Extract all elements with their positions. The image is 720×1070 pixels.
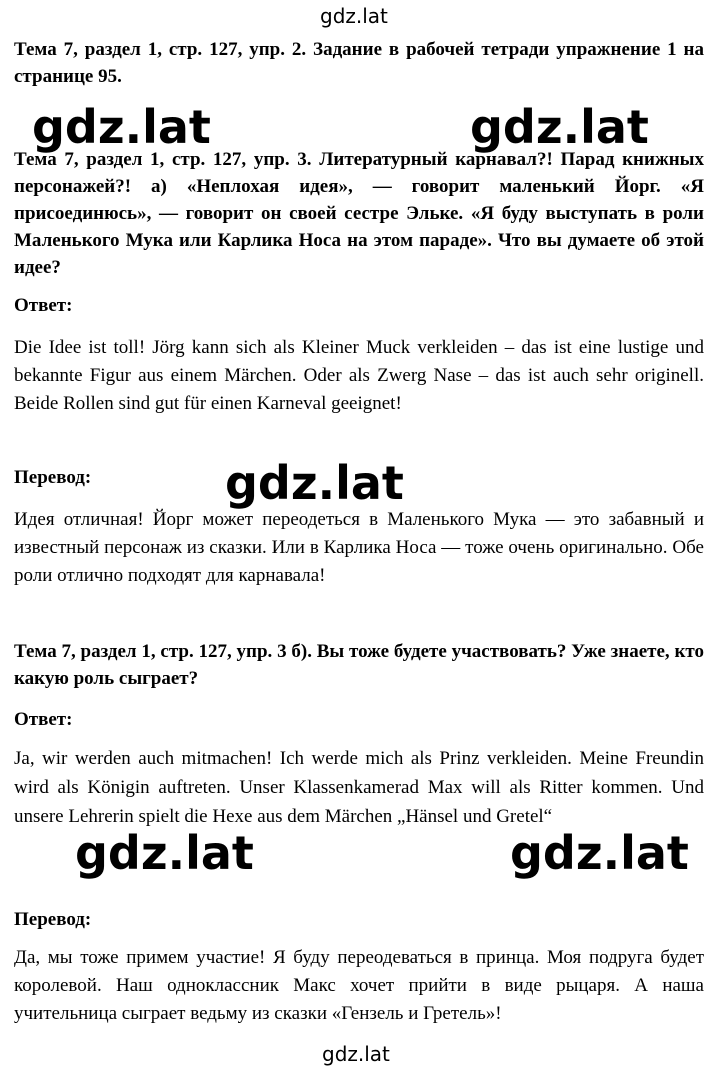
watermark-large: gdz.lat: [510, 826, 689, 880]
watermark-large: gdz.lat: [75, 826, 254, 880]
task-heading: Тема 7, раздел 1, стр. 127, упр. 3 б). Вы тоже будете участвовать? Уже знаете, кто какую роль сыграет?: [14, 641, 704, 689]
answer-label: Ответ:: [14, 709, 73, 730]
watermark-top: gdz.lat: [320, 4, 388, 28]
answer-text: Die Idee ist toll! Jörg kann sich als Kleiner Muck verkleiden – das ist eine lustige und bekannte Figur aus einem Märchen. Oder als Zwerg Nase – das ist auch sehr originell. Beide Rollen sind gut für einen Karneval geeignet!: [14, 337, 704, 414]
task-heading: Тема 7, раздел 1, стр. 127, упр. 2. Задание в рабочей тетради упражнение 1 на странице 95.: [14, 39, 704, 87]
translation-label: Перевод:: [14, 467, 92, 488]
translation-text: Идея отличная! Йорг может переодеться в Маленького Мука — это забавный и известный персонаж из сказки. Или в Карлика Носа — тоже очень оригинально. Обе роли отлично подходят для карнавала!: [14, 509, 704, 586]
task-heading: Тема 7, раздел 1, стр. 127, упр. 3. Литературный карнавал?! Парад книжных персонажей?! а) «Неплохая идея», — говорит маленький Йорг. «Я присоединюсь», — говорит он своей сестре Эльке. «Я буду выступать в роли Маленького Мука или Карлика Носа на этом параде». Что вы думаете об этой идее?: [14, 149, 704, 278]
answer-text: Ja, wir werden auch mitmachen! Ich werde mich als Prinz verkleiden. Meine Freundin wird als Königin auftreten. Unser Klassenkamerad Max will als Ritter kommen. Und unsere Lehrerin spielt die Hexe aus dem Märchen „Hänsel und Gretel“: [14, 748, 704, 827]
answer-label: Ответ:: [14, 295, 73, 316]
watermark-bottom: gdz.lat: [322, 1042, 390, 1066]
translation-label: Перевод:: [14, 909, 92, 930]
translation-text: Да, мы тоже примем участие! Я буду переодеваться в принца. Моя подруга будет королевой. Наш одноклассник Макс хочет прийти в виде рыцаря. А наша учительница сыграет ведьму из сказки «Гензель и Гретель»!: [14, 947, 704, 1024]
watermark-large: gdz.lat: [225, 456, 404, 510]
watermark-large: gdz.lat: [32, 100, 211, 154]
watermark-large: gdz.lat: [470, 100, 649, 154]
